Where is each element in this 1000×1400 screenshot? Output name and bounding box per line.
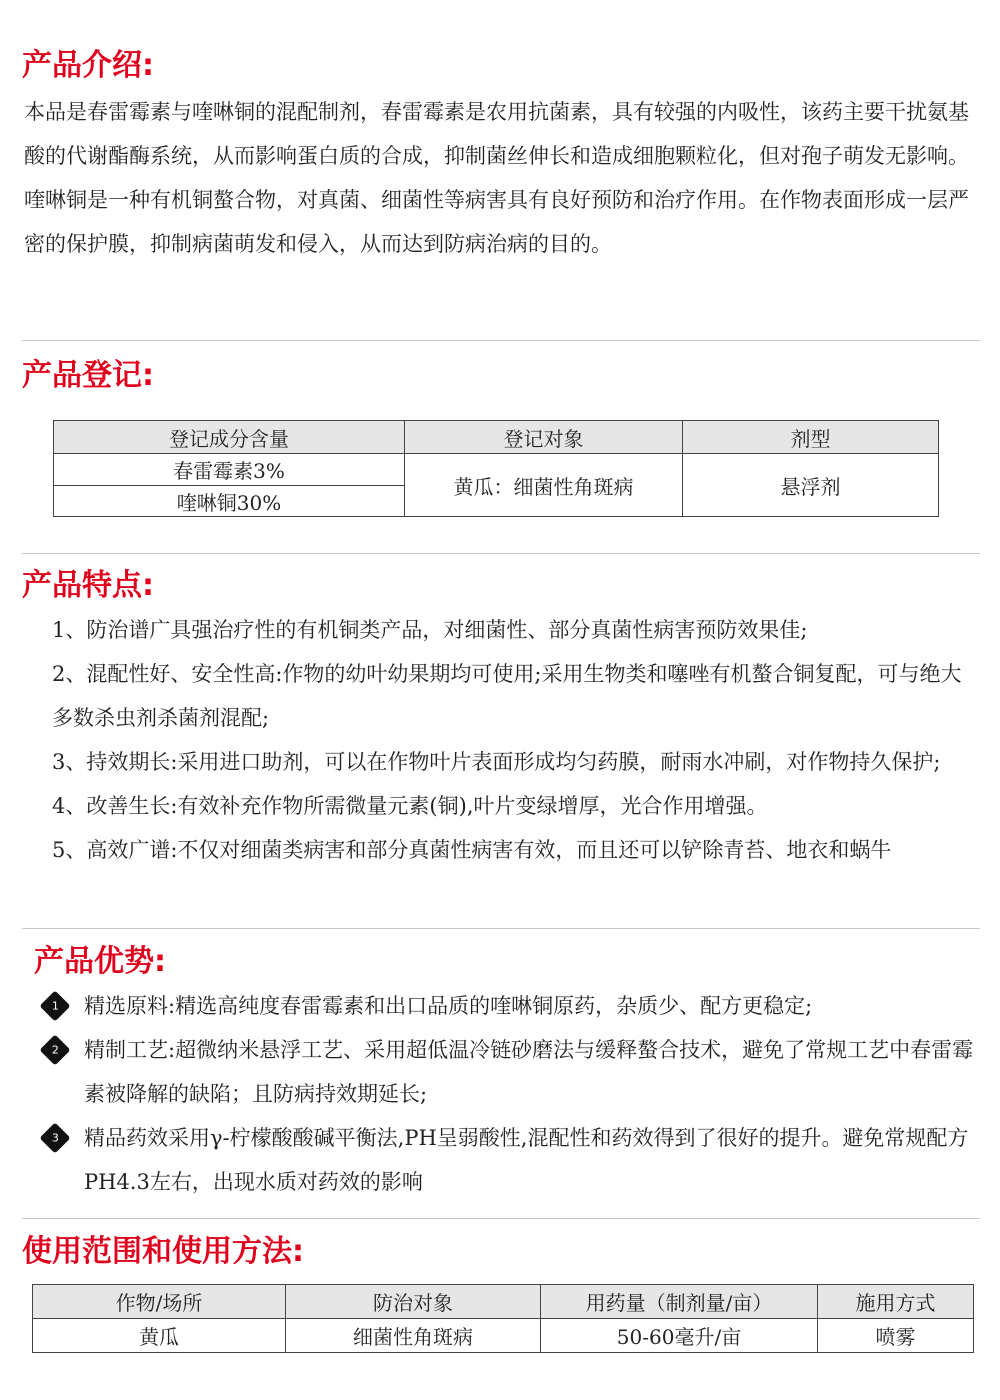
- intro-text: 本品是春雷霉素与喹啉铜的混配制剂，春雷霉素是农用抗菌素，具有较强的内吸性，该药主要干扰氨基酸的代谢酯酶系统，从而影响蛋白质的合成，抑制菌丝伸长和造成细胞颗粒化，但对孢子萌发无影响。喹啉铜是一种有机铜螯合物，对真菌、细菌性等病害具有良好预防和治疗作用。在作物表面形成一层严密的保护膜，抑制病菌萌发和侵入，从而达到防病治病的目的。: [24, 100, 969, 256]
- usage-header-method: 施用方式: [818, 1285, 974, 1319]
- advantage-text: 精制工艺:超微纳米悬浮工艺、采用超低温冷链砂磨法与缓释螯合技术，避免了常规工艺中春雷霉素被降解的缺陷；且防病持效期延长;: [84, 1038, 974, 1106]
- features-list: [52, 608, 982, 872]
- feature-item: 5、高效广谱:不仅对细菌类病害和部分真菌性病害有效，而且还可以铲除青苔、地衣和蜗牛: [52, 838, 892, 862]
- advantage-item: [44, 1028, 989, 1116]
- advantages-list: [44, 984, 989, 1204]
- registration-formulation: 悬浮剂: [683, 454, 939, 517]
- intro-title: 产品介绍:: [22, 48, 154, 83]
- usage-crop: 黄瓜: [33, 1319, 286, 1353]
- number-1-icon: 1: [39, 990, 70, 1021]
- registration-target: 黄瓜：细菌性角斑病: [405, 454, 683, 517]
- feature-item: 1、防治谱广具强治疗性的有机铜类产品，对细菌性、部分真菌性病害预防效果佳;: [52, 618, 808, 642]
- registration-header-ingredient: 登记成分含量: [54, 421, 405, 454]
- usage-header-dosage: 用药量（制剂量/亩）: [541, 1285, 818, 1319]
- usage-header-crop: 作物/场所: [33, 1285, 286, 1319]
- advantage-text: 精选原料:精选高纯度春雷霉素和出口品质的喹啉铜原药，杂质少、配方更稳定;: [84, 994, 813, 1018]
- usage-header-target: 防治对象: [286, 1285, 541, 1319]
- registration-table: [53, 420, 939, 517]
- advantages-title: 产品优势:: [34, 944, 166, 979]
- usage-method: 喷雾: [818, 1319, 974, 1353]
- divider: [22, 928, 980, 929]
- feature-item: 3、持效期长:采用进口助剂，可以在作物叶片表面形成均匀药膜，耐雨水冲刷，对作物持久保护;: [52, 750, 941, 774]
- divider: [22, 1218, 980, 1219]
- registration-ingredient-2: 喹啉铜30%: [54, 486, 405, 517]
- registration-ingredient-1: 春雷霉素3%: [54, 454, 405, 486]
- feature-item: 2、混配性好、安全性高:作物的幼叶幼果期均可使用;采用生物类和噻唑有机螯合铜复配，可与绝大多数杀虫剂杀菌剂混配;: [52, 662, 962, 730]
- divider: [22, 340, 980, 341]
- registration-title: 产品登记:: [22, 358, 154, 393]
- features-title: 产品特点:: [22, 568, 154, 603]
- advantage-item: [44, 1116, 989, 1204]
- registration-header-target: 登记对象: [405, 421, 683, 454]
- usage-dosage: 50-60毫升/亩: [541, 1319, 818, 1353]
- feature-item: 4、改善生长:有效补充作物所需微量元素(铜),叶片变绿增厚，光合作用增强。: [52, 794, 768, 818]
- advantage-item: [44, 984, 989, 1028]
- usage-target: 细菌性角斑病: [286, 1319, 541, 1353]
- number-3-icon: 3: [39, 1122, 70, 1153]
- advantage-text: 精品药效采用γ-柠檬酸酸碱平衡法,PH呈弱酸性,混配性和药效得到了很好的提升。避免常规配方PH4.3左右，出现水质对药效的影响: [84, 1126, 969, 1194]
- registration-header-formulation: 剂型: [683, 421, 939, 454]
- divider: [22, 553, 980, 554]
- number-2-icon: 2: [39, 1034, 70, 1065]
- usage-table: [32, 1284, 974, 1353]
- usage-title: 使用范围和使用方法:: [22, 1234, 304, 1269]
